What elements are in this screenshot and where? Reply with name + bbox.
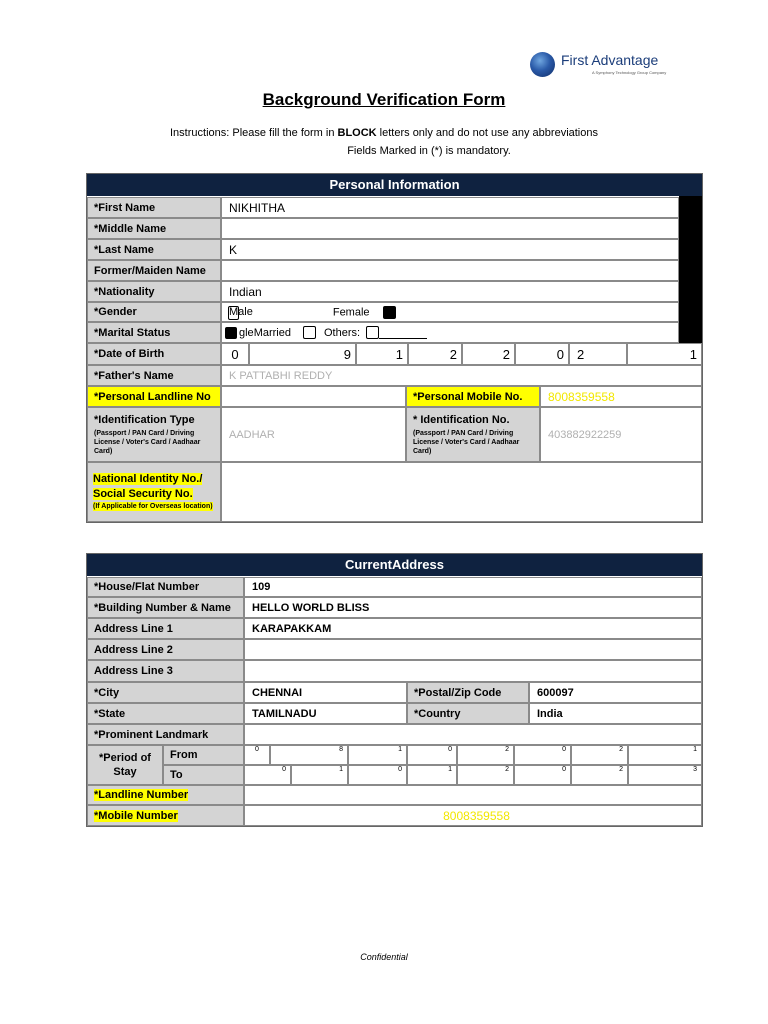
from-digit[interactable]: 0 [244, 745, 270, 765]
landmark-field[interactable] [244, 724, 702, 745]
instructions: Instructions: Please fill the form in BLOCK letters only and do not use any abbreviations [170, 127, 598, 139]
dob-digit[interactable]: 1 [356, 343, 408, 365]
postal-code-field[interactable]: 600097 [529, 682, 702, 703]
id-number-field[interactable]: 403882922259 [540, 407, 702, 462]
to-label: To [163, 765, 244, 785]
father-name-field[interactable]: K PATTABHI REDDY [221, 365, 702, 386]
building-field[interactable]: HELLO WORLD BLISS [244, 597, 702, 618]
address-line1-field[interactable]: KARAPAKKAM [244, 618, 702, 639]
national-id-label: National Identity No./ Social Security No. (If Applicable for Overseas location) [87, 462, 221, 522]
company-logo [530, 50, 670, 80]
national-id-field[interactable] [221, 462, 702, 522]
married-checkbox[interactable] [303, 326, 316, 339]
personal-mobile-field[interactable]: 8008359558 [540, 386, 702, 407]
former-name-label: Former/Maiden Name [87, 260, 221, 281]
city-field[interactable]: CHENNAI [244, 682, 407, 703]
dob-digit[interactable]: 2 [408, 343, 462, 365]
black-bar [679, 196, 702, 344]
male-checkbox[interactable] [228, 306, 239, 320]
marital-status-label: *Marital Status [87, 322, 221, 343]
dob-digit[interactable]: 9 [249, 343, 356, 365]
city-label: *City [87, 682, 244, 703]
mandatory-note: Fields Marked in (*) is mandatory. [347, 145, 511, 157]
dob-digit[interactable]: 2 [462, 343, 515, 365]
marital-status-field: gle Married Others: [221, 322, 679, 343]
to-digit[interactable]: 2 [571, 765, 628, 785]
last-name-label: *Last Name [87, 239, 221, 260]
personal-information-section [86, 173, 703, 523]
to-digit[interactable]: 1 [407, 765, 457, 785]
globe-icon [530, 52, 555, 77]
address-line2-field[interactable] [244, 639, 702, 660]
from-digit[interactable]: 1 [348, 745, 407, 765]
landline-field[interactable] [244, 785, 702, 805]
state-field[interactable]: TAMILNADU [244, 703, 407, 724]
father-name-label: *Father's Name [87, 365, 221, 386]
section-header: CurrentAddress [87, 554, 702, 576]
country-field[interactable]: India [529, 703, 702, 724]
others-checkbox[interactable] [366, 326, 379, 339]
house-number-field[interactable]: 109 [244, 577, 702, 597]
from-label: From [163, 745, 244, 765]
from-digit[interactable]: 8 [270, 745, 348, 765]
former-name-field[interactable] [221, 260, 679, 281]
to-digit[interactable]: 0 [514, 765, 571, 785]
id-type-field[interactable]: AADHAR [221, 407, 406, 462]
postal-code-label: *Postal/Zip Code [407, 682, 529, 703]
last-name-field[interactable]: K [221, 239, 679, 260]
gender-label: *Gender [87, 302, 221, 322]
logo-name: First Advantage [561, 52, 659, 68]
house-number-label: *House/Flat Number [87, 577, 244, 597]
female-checkbox[interactable] [383, 306, 396, 319]
gender-field [221, 302, 679, 322]
address-line2-label: Address Line 2 [87, 639, 244, 660]
dob-digit[interactable]: 0 [515, 343, 569, 365]
dob-digit[interactable]: 1 [627, 343, 702, 365]
form-title: Background Verification Form [262, 90, 506, 109]
building-label: *Building Number & Name [87, 597, 244, 618]
first-name-label: *First Name [87, 197, 221, 218]
section-header: Personal Information [87, 174, 702, 196]
state-label: *State [87, 703, 244, 724]
mobile-label: *Mobile Number [87, 805, 244, 826]
from-digit[interactable]: 0 [407, 745, 457, 765]
current-address-section [86, 553, 703, 827]
to-digit[interactable]: 3 [628, 765, 702, 785]
to-digit[interactable]: 0 [348, 765, 407, 785]
from-digit[interactable]: 1 [628, 745, 702, 765]
country-label: *Country [407, 703, 529, 724]
nationality-label: *Nationality [87, 281, 221, 302]
dob-digit[interactable]: 0 [221, 343, 249, 365]
gender-male-option[interactable]: Male [229, 306, 253, 318]
mobile-field[interactable]: 8008359558 [244, 805, 702, 826]
address-line3-field[interactable] [244, 660, 702, 682]
period-of-stay-label: *Period of Stay [87, 745, 163, 785]
middle-name-field[interactable] [221, 218, 679, 239]
nationality-field[interactable]: Indian [221, 281, 679, 302]
first-name-field[interactable]: NIKHITHA [221, 197, 679, 218]
personal-landline-label: *Personal Landline No [87, 386, 221, 407]
others-line[interactable] [379, 327, 427, 339]
landmark-label: *Prominent Landmark [87, 724, 244, 745]
personal-mobile-label: *Personal Mobile No. [406, 386, 540, 407]
single-checkbox[interactable] [225, 327, 237, 339]
to-digit[interactable]: 2 [457, 765, 514, 785]
gender-female-option[interactable]: Female [333, 306, 396, 319]
logo-tagline: A Symphony Technology Group Company [592, 70, 667, 75]
address-line3-label: Address Line 3 [87, 660, 244, 682]
to-digit[interactable]: 1 [291, 765, 348, 785]
from-digit[interactable]: 2 [457, 745, 514, 765]
personal-landline-field[interactable] [221, 386, 406, 407]
dob-digit[interactable]: 2 [569, 343, 627, 365]
from-digit[interactable]: 2 [571, 745, 628, 765]
address-line1-label: Address Line 1 [87, 618, 244, 639]
from-digit[interactable]: 0 [514, 745, 571, 765]
landline-label: *Landline Number [87, 785, 244, 805]
dob-label: *Date of Birth [87, 343, 221, 365]
to-digit[interactable]: 0 [244, 765, 291, 785]
middle-name-label: *Middle Name [87, 218, 221, 239]
confidential-footer: Confidential [360, 952, 408, 962]
id-type-label: *Identification Type (Passport / PAN Card / Driving License / Voter's Card / Aadhaar Card) [87, 407, 221, 462]
id-number-label: * Identification No. (Passport / PAN Card / Driving License / Voter's Card / Aadhaar Card) [406, 407, 540, 462]
